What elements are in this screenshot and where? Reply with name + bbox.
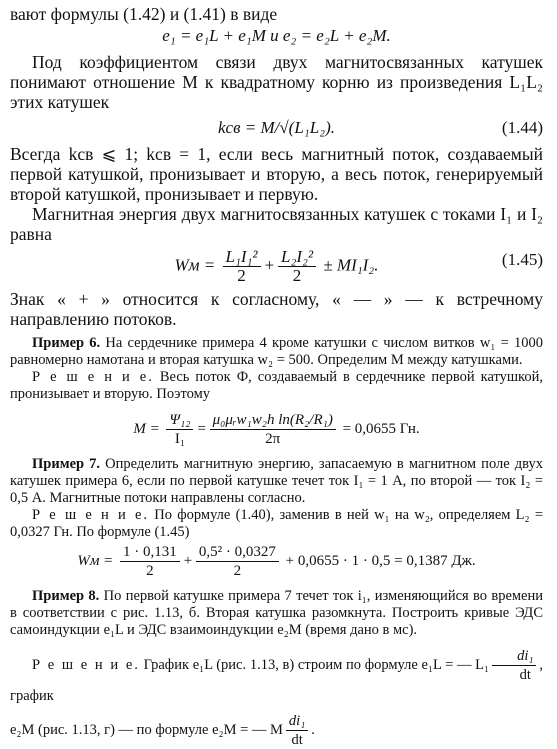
example-6 bbox=[10, 335, 543, 369]
example-8-title: Пример 8. bbox=[32, 588, 100, 604]
fraction-di1-dt-a-num: di₁ bbox=[492, 647, 536, 666]
fraction-w-2-num: L₂I₂² bbox=[278, 248, 316, 267]
example-8-solution-c: e₂M (рис. 1.13, г) — по формуле e₂M = — M bbox=[10, 721, 283, 738]
solution-label-7: Р е ш е н и е. bbox=[32, 507, 150, 523]
example-7-solution bbox=[10, 507, 543, 541]
fraction-m-2-den: 2π bbox=[265, 431, 281, 447]
equation-e1-e2: e₁ = e₁L + e₁M и e₂ = e₂L + e₂M. bbox=[162, 26, 391, 45]
solution-label-8: Р е ш е н и е. bbox=[32, 656, 140, 673]
equation-number-1-45: (1.45) bbox=[501, 250, 543, 269]
paragraph-always: Всегда kсв ⩽ 1; kсв = 1, если весь магнитный поток, создаваемый первой катушкой, пронизывает и вторую, а весь поток, генерируемый второй катушкой, пронизывает и первую. bbox=[10, 144, 543, 204]
fraction-w2-1-num: 1 · 0,131 bbox=[120, 543, 180, 562]
equation-w: Wм = $\frac{\text{L₁I₁²}}{2}$ + $\frac{\text{L₂I₂²}}{2}$ ± MI₁I₂. (1.45) bbox=[174, 247, 543, 285]
fraction-w-1-num: L₁I₁² bbox=[223, 248, 261, 267]
fraction-w-1 bbox=[223, 248, 261, 285]
fraction-m-1-num: Ψ₁₂ bbox=[166, 411, 193, 430]
example-8-solution-line2 bbox=[10, 712, 543, 749]
example-8-solution-d: . bbox=[311, 721, 315, 738]
example-8-solution-b: , график bbox=[10, 656, 544, 704]
example-6-solution-text: Весь поток Ф, создаваемый в сердечнике первой катушкой, пронизывает и вторую. Поэтому bbox=[10, 369, 544, 402]
fraction-m-1 bbox=[166, 411, 193, 448]
equation-w-lhs: Wм = bbox=[174, 255, 216, 275]
paragraph-coupling: Под коэффициентом связи двух магнитосвязанных катушек понимают отношение M к квадратному корню из произведения L₁L₂ этих катушек bbox=[10, 52, 543, 112]
equation-w2: Wм = $\frac{1 \cdot 0,131}{2}$ + $\frac{\text{0,5² · 0,0327}}{2}$ + 0,0655 · 1 · 0,5 = 0,1387 Дж. bbox=[77, 544, 476, 579]
equation-m: M = $\frac{\text{Ψ₁₂}}{\text{I₁}}$ = $\frac{\text{μ₀μᵣw₁w₂h ln(R₂/R₁)}}{2\pi}$ = 0,0655 Гн. bbox=[133, 412, 420, 447]
example-6-title: Пример 6. bbox=[32, 335, 101, 351]
equation-w2-lhs: Wм = bbox=[77, 552, 114, 569]
fraction-m-2-num: μ₀μᵣw₁w₂h ln(R₂/R₁) bbox=[210, 411, 336, 430]
fraction-m-1-den: I₁ bbox=[174, 431, 186, 447]
example-7-solution-text: По формуле (1.40), заменив в ней w₁ на w₂, определяем L₂ = 0,0327 Гн. По формуле (1.45) bbox=[10, 507, 543, 540]
fraction-di1-dt-b-den: dt bbox=[291, 732, 303, 748]
example-8-text: По первой катушке примера 7 течет ток i₁, изменяющийся во времени в соответствии с рис. 1.13, б. Вторая катушка разомкнута. Построить кривые ЭДС самоиндукции e₁L и ЭДС взаимоиндукции e₂M (время дано в мс). bbox=[10, 588, 544, 638]
equation-k-body: kсв = M/√(L₁L₂). bbox=[218, 118, 335, 137]
fraction-di1-dt-a bbox=[492, 647, 536, 684]
fraction-w-2 bbox=[278, 248, 316, 285]
equation-w-tail: ± MI₁I₂. bbox=[323, 255, 379, 275]
example-6-solution bbox=[10, 369, 543, 403]
fraction-w2-1-den: 2 bbox=[146, 563, 154, 579]
equation-k bbox=[10, 116, 543, 140]
example-7-title: Пример 7. bbox=[32, 456, 101, 472]
example-7-text: Определить магнитную энергию, запасаемую в магнитном поле двух катушек примера 6, если по первой катушке течет ток I₁ = 1 А, по второй — ток I₂ = 0,5 А. Магнитные потоки направлены согласно. bbox=[10, 456, 544, 506]
text-line-intro: вают формулы (1.42) и (1.41) в виде bbox=[10, 4, 278, 24]
example-8-solution-a: График e₁L (рис. 1.13, в) строим по формуле e₁L = — L₁ bbox=[143, 656, 490, 673]
fraction-di1-dt-a-den: dt bbox=[519, 667, 531, 683]
fraction-w2-2-num: 0,5² · 0,0327 bbox=[196, 543, 279, 562]
equation-number-1-44: (1.44) bbox=[501, 118, 543, 137]
example-7 bbox=[10, 456, 543, 507]
equation-m-tail: = 0,0655 Гн. bbox=[342, 420, 420, 437]
paragraph-energy: Магнитная энергия двух магнитосвязанных катушек с токами I₁ и I₂ равна bbox=[10, 204, 543, 244]
example-8 bbox=[10, 588, 543, 639]
fraction-w2-2 bbox=[196, 543, 279, 580]
fraction-w-1-den: 2 bbox=[237, 266, 246, 285]
fraction-w2-2-den: 2 bbox=[233, 563, 242, 579]
paragraph-sign: Знак « + » относится к согласному, « — » — к встречному направлению потоков. bbox=[10, 289, 543, 329]
fraction-di1-dt-b-num: di₁ bbox=[286, 712, 308, 731]
example-6-text: На сердечнике примера 4 кроме катушки с числом витков w₁ = 1000 равномерно намотана и вторая катушка w₂ = 500. Определим M между катушками. bbox=[10, 335, 543, 368]
solution-label-6: Р е ш е н и е. bbox=[32, 369, 154, 385]
equation-m-lhs: M = bbox=[133, 420, 160, 437]
fraction-w-2-den: 2 bbox=[292, 266, 302, 285]
fraction-di1-dt-b bbox=[286, 712, 308, 749]
fraction-m-2 bbox=[210, 411, 336, 448]
equation-w2-tail: + 0,0655 · 1 · 0,5 = 0,1387 Дж. bbox=[285, 552, 476, 569]
example-8-solution bbox=[10, 647, 543, 708]
fraction-w2-1 bbox=[120, 543, 180, 580]
